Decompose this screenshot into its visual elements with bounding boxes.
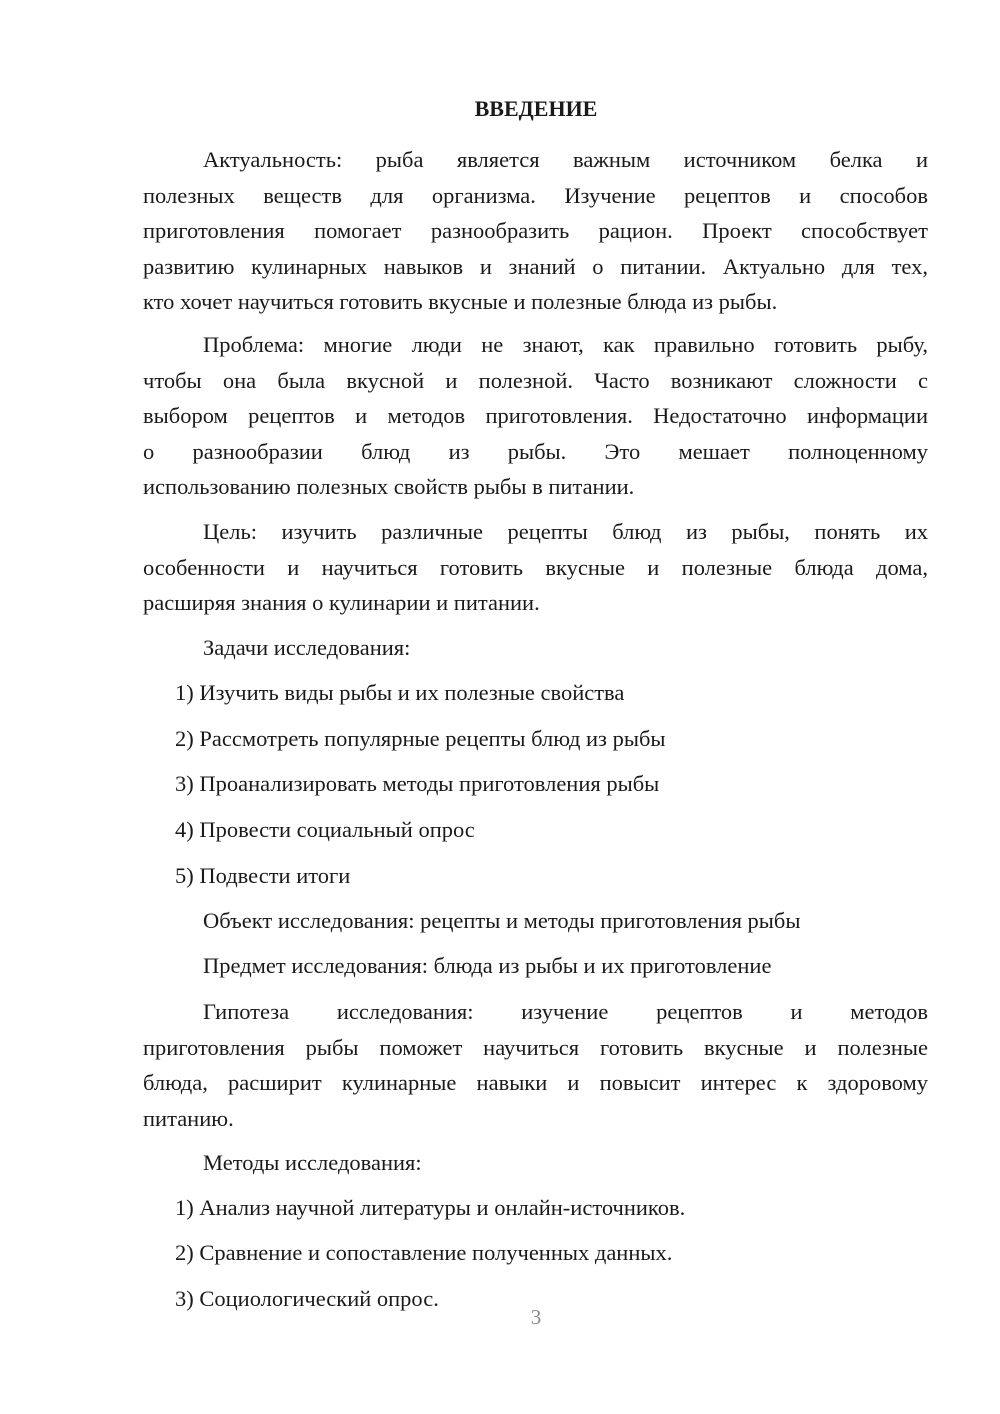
method-item: 1) Анализ научной литературы и онлайн-источников. [175,1195,686,1220]
task-item: 2) Рассмотреть популярные рецепты блюд из рыбы [175,726,666,751]
text-line: Проблема: многие люди не знают, как правильно готовить рыбу, [203,332,928,357]
relevance-paragraph [143,142,928,320]
goal-paragraph [143,514,928,621]
task-item: 4) Провести социальный опрос [175,817,475,842]
section-title: ВВЕДЕНИЕ [474,96,598,121]
text-line: о разнообразии блюд из рыбы. Это мешает полноценному [143,438,928,464]
method-item: 2) Сравнение и сопоставление полученных данных. [175,1240,673,1265]
research-object: Объект исследования: рецепты и методы приготовления рыбы [203,908,801,933]
tasks-heading: Задачи исследования: [203,635,411,660]
text-line: Актуальность: рыба является важным источником белка и [203,147,928,172]
task-item: 5) Подвести итоги [175,863,351,888]
text-line: расширяя знания о кулинарии и питании. [143,590,540,615]
hypothesis-paragraph [143,994,928,1136]
text-line: питанию. [143,1105,234,1131]
text-line: приготовления рыбы поможет научиться готовить вкусные и полезные [143,1034,928,1060]
text-line: развитию кулинарных навыков и знаний о питании. Актуально для тех, [143,253,928,279]
methods-heading: Методы исследования: [203,1150,422,1175]
text-line: блюда, расширит кулинарные навыки и повысит интерес к здоровому [143,1070,928,1095]
text-line: Гипотеза исследования: изучение рецептов и методов [203,999,928,1024]
task-item: 3) Проанализировать методы приготовления рыбы [175,771,660,796]
text-line: использованию полезных свойств рыбы в питании. [143,474,635,499]
method-item: 3) Социологический опрос. [175,1286,439,1311]
text-line: выбором рецептов и методов приготовления. Недостаточно информации [143,403,928,428]
text-line: полезных веществ для организма. Изучение рецептов и способов [143,182,928,208]
page-number: 3 [530,1305,542,1329]
problem-paragraph [143,327,928,505]
task-item: 1) Изучить виды рыбы и их полезные свойства [175,680,625,705]
text-line: чтобы она была вкусной и полезной. Часто возникают сложности с [143,367,928,393]
research-subject: Предмет исследования: блюда из рыбы и их приготовление [203,953,772,978]
text-line: Цель: изучить различные рецепты блюд из рыбы, понять их [203,519,928,544]
text-line: особенности и научиться готовить вкусные и полезные блюда дома, [143,554,928,580]
text-line: приготовления помогает разнообразить рацион. Проект способствует [143,218,928,243]
text-line: кто хочет научиться готовить вкусные и полезные блюда из рыбы. [143,289,778,314]
